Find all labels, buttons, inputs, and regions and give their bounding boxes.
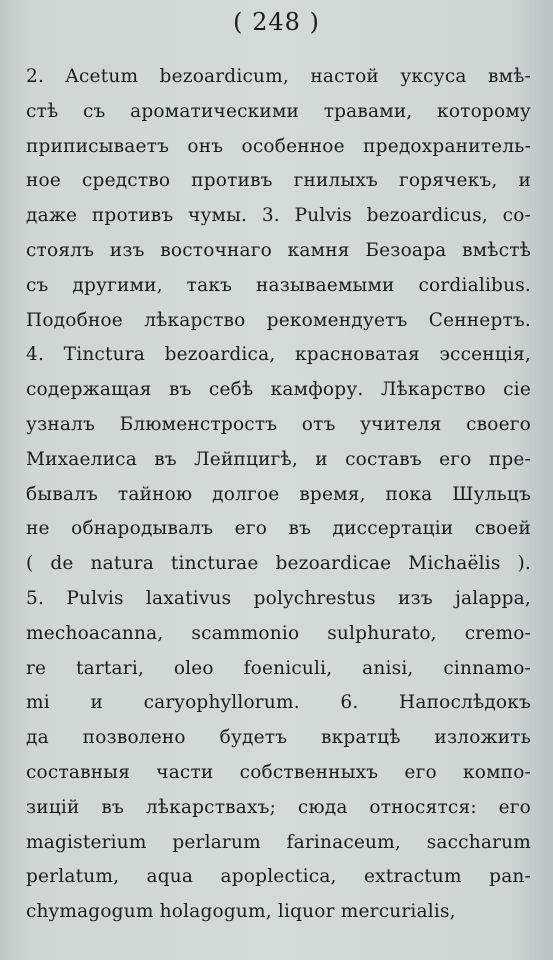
text-line: стоялъ изъ восточнаго камня Безоара вмѣстѣ: [26, 239, 531, 261]
text-line: re tartari, oleo foeniculi, anisi, cinnamo-: [26, 657, 531, 679]
text-line: Подобное лѣкарство рекомендуетъ Сеннертъ.: [26, 309, 531, 331]
text-line: ное средство противъ гнилыхъ горячекъ, и: [26, 170, 531, 192]
text-line: даже противъ чумы. 3. Pulvis bezoardicus, со-: [26, 205, 531, 227]
text-line: зицій въ лѣкарствахъ; сюда относятся: его: [26, 796, 531, 818]
text-line: бывалъ тайною долгое время, пока Шульцъ: [26, 483, 531, 505]
text-line: ( de natura tincturae bezoardicae Michaëlis ).: [26, 553, 531, 575]
text-line: Михаелиса въ Лейпцигѣ, и составъ его пре-: [26, 448, 531, 470]
text-line: chymagogum holagogum, liquor mercurialis,: [26, 901, 456, 923]
text-line: содержащая въ себѣ камфору. Лѣкарство сіе: [26, 379, 531, 401]
text-line: приписываетъ онъ особенное предохранитель-: [26, 135, 531, 157]
body-text: [26, 60, 531, 930]
text-line: mi и caryophyllorum. 6. Напослѣдокъ: [26, 692, 531, 714]
text-line: стѣ съ ароматическими травами, которому: [26, 100, 531, 122]
text-line: 5. Pulvis laxativus polychrestus изъ jalappa,: [26, 587, 531, 609]
text-line: узналъ Блюменстростъ отъ учителя своего: [26, 413, 531, 435]
text-line: не обнародывалъ его въ диссертаціи своей: [26, 518, 531, 540]
text-line: magisterium perlarum farinaceum, saccharum: [26, 831, 531, 853]
text-line: 4. Tinctura bezoardica, красноватая эссенція,: [26, 344, 531, 366]
page-number: ( 248 ): [233, 8, 320, 36]
text-line: perlatum, aqua apoplectica, extractum pan-: [26, 866, 531, 888]
text-line: да позволено будетъ вкратцѣ изложить: [26, 727, 531, 749]
text-line: mechoacanna, scammonio sulphurato, cremo-: [26, 622, 531, 644]
text-line: 2. Acetum bezoardicum, настой уксуса вмѣ-: [26, 66, 531, 87]
text-line: съ другими, такъ называемыми cordialibus.: [26, 274, 531, 296]
text-line: составныя части собственныхъ его компо-: [26, 761, 531, 783]
